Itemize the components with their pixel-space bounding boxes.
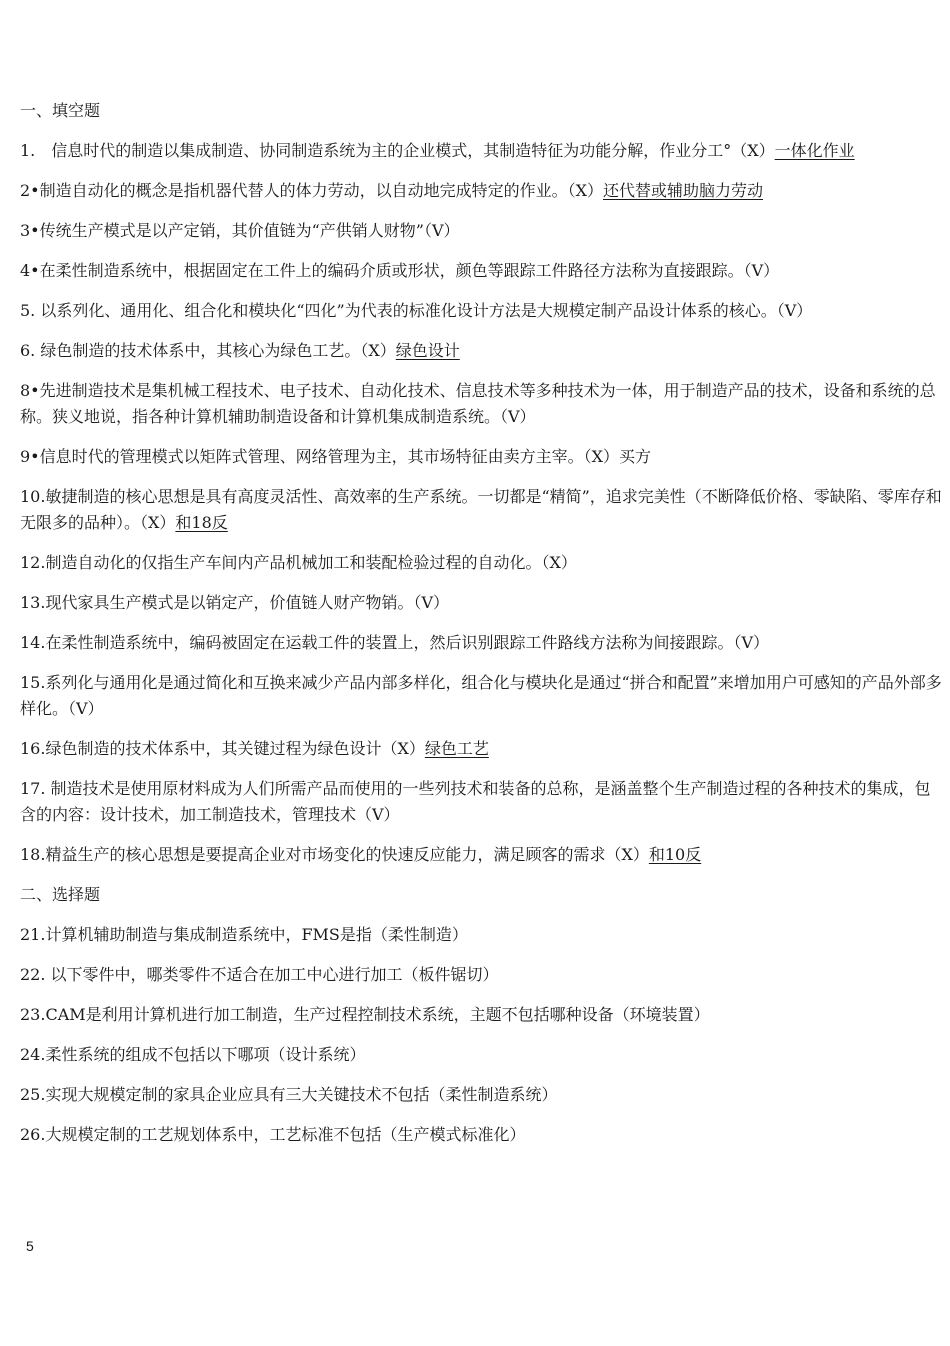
answer-2: 还代替或辅助脑力劳动 — [603, 181, 764, 200]
question-26: 26.大规模定制的工艺规划体系中，工艺标准不包括（生产模式标准化） — [20, 1125, 526, 1144]
question-18: 18.精益生产的核心思想是要提高企业对市场变化的快速反应能力，满足顾客的需求（X）和10反 — [20, 845, 702, 864]
question-12: 12.制造自动化的仅指生产车间内产品机械加工和装配检验过程的自动化。（X） — [20, 553, 577, 572]
page-number: 5 — [26, 1238, 34, 1254]
section-title-fill-in: 一、填空题 — [20, 101, 101, 120]
section-title-choice: 二、选择题 — [20, 885, 101, 904]
question-15: 15.系列化与通用化是通过简化和互换来减少产品内部多样化，组合化与模块化是通过“拼合和配置”来增加用户可感知的产品外部多样化。（V） — [20, 673, 942, 718]
question-4: 4•在柔性制造系统中，根据固定在工件上的编码介质或形状，颜色等跟踪工件路径方法称为直接跟踪。（V） — [20, 261, 780, 280]
answer-10: 和18反 — [175, 513, 228, 532]
question-10: 10.敏捷制造的核心思想是具有高度灵活性、高效率的生产系统。一切都是“精简”，追求完美性（不断降低价格、零缺陷、零库存和无限多的品种）。（X）和18反 — [20, 487, 942, 532]
question-8: 8•先进制造技术是集机械工程技术、电子技术、自动化技术、信息技术等多种技术为一体，用于制造产品的技术，设备和系统的总称。狭义地说，指各种计算机辅助制造设备和计算机集成制造系统。（V） — [20, 381, 936, 426]
question-5: 5. 以系列化、通用化、组合化和模块化“四化”为代表的标准化设计方法是大规模定制产品设计体系的核心。（V） — [20, 301, 813, 320]
question-14: 14.在柔性制造系统中，编码被固定在运载工件的装置上，然后识别跟踪工件路线方法称为间接跟踪。（V） — [20, 633, 770, 652]
answer-1: 一体化作业 — [774, 141, 855, 160]
question-1: 1. 信息时代的制造以集成制造、协同制造系统为主的企业模式，其制造特征为功能分解，作业分工°（X）一体化作业 — [20, 141, 855, 160]
question-2: 2•制造自动化的概念是指机器代替人的体力劳动，以自动地完成特定的作业。（X）还代替或辅助脑力劳动 — [20, 181, 764, 200]
question-21: 21.计算机辅助制造与集成制造系统中，FMS是指（柔性制造） — [20, 925, 468, 944]
document-page — [20, 98, 945, 1162]
question-3: 3•传统生产模式是以产定销，其价值链为“产供销人财物”（V） — [20, 221, 460, 240]
question-24: 24.柔性系统的组成不包括以下哪项（设计系统） — [20, 1045, 366, 1064]
question-17: 17. 制造技术是使用原材料成为人们所需产品而使用的一些列技术和装备的总称，是涵盖整个生产制造过程的各种技术的集成，包含的内容：设计技术，加工制造技术，管理技术（V） — [20, 779, 931, 824]
question-9: 9•信息时代的管理模式以矩阵式管理、网络管理为主，其市场特征由卖方主宰。（X）买方 — [20, 447, 652, 466]
answer-16: 绿色工艺 — [424, 739, 489, 758]
question-16: 16.绿色制造的技术体系中，其关键过程为绿色设计（X）绿色工艺 — [20, 739, 489, 758]
question-6: 6. 绿色制造的技术体系中，其核心为绿色工艺。（X）绿色设计 — [20, 341, 460, 360]
question-13: 13.现代家具生产模式是以销定产，价值链人财产物销。（V） — [20, 593, 450, 612]
question-25: 25.实现大规模定制的家具企业应具有三大关键技术不包括（柔性制造系统） — [20, 1085, 558, 1104]
question-23: 23.CAM是利用计算机进行加工制造，生产过程控制技术系统，主题不包括哪种设备（环境装置） — [20, 1005, 710, 1024]
question-22: 22. 以下零件中，哪类零件不适合在加工中心进行加工（板件锯切） — [20, 965, 499, 984]
answer-6: 绿色设计 — [395, 341, 460, 360]
answer-18: 和10反 — [648, 845, 702, 864]
